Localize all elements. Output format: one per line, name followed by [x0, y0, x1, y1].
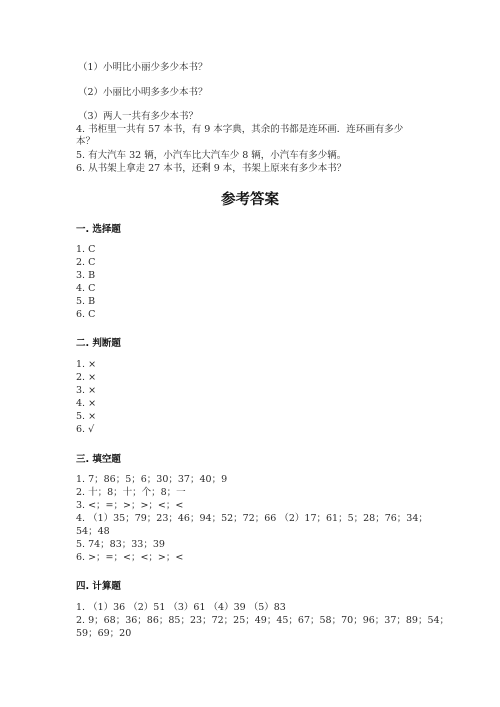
- answer-item-continued: 59；69；20: [76, 628, 132, 639]
- question-4-line-1: 4. 书柜里一共有 57 本书，有 9 本字典，其余的书都是连环画．连环画有多少: [76, 124, 404, 135]
- answer-item: 3. B: [76, 270, 96, 281]
- answer-item: 1. C: [76, 244, 96, 255]
- question-5: 5. 有大汽车 32 辆，小汽车比大汽车少 8 辆，小汽车有多少辆。: [76, 150, 347, 161]
- answer-item: 5. ×: [76, 411, 97, 422]
- answer-item: 4. ×: [76, 398, 97, 409]
- answer-item: 1. 7；86；5；6；30；37；40；9: [76, 474, 228, 485]
- answer-item: 5. B: [76, 296, 96, 307]
- answer-item: 6. √: [76, 424, 95, 435]
- answer-item: 2. 十；8；十；个；8；一: [76, 487, 186, 498]
- answer-item: 6. C: [76, 309, 96, 320]
- answer-item: 1. （1）36 （2）51 （3）61 （4）39 （5）83: [76, 602, 286, 613]
- answer-item: 2. ×: [76, 372, 97, 383]
- section-choice-heading: 一. 选择题: [76, 224, 121, 235]
- answers-title: 参考答案: [221, 192, 279, 208]
- section-fill-heading: 三. 填空题: [76, 454, 121, 465]
- question-4-line-2: 本？: [76, 136, 96, 147]
- question-3-part-3: （3）两人一共有多少本书？: [78, 111, 199, 122]
- answer-item: 2. 9；68；36；86；85；23；72；25；49；45；67；58；70；96；37；89；54；: [76, 615, 450, 626]
- answer-item: 6. >；=；<；<；>；<: [76, 552, 184, 563]
- answer-item: 3. ×: [76, 385, 97, 396]
- section-judge-heading: 二. 判断题: [76, 338, 121, 349]
- answer-item-continued: 54；48: [76, 526, 110, 537]
- answer-item: 1. ×: [76, 359, 97, 370]
- answer-item: 3. <；=；>；>；<；<: [76, 500, 184, 511]
- answer-item: 5. 74；83；33；39: [76, 539, 165, 550]
- answer-item: 4. C: [76, 283, 96, 294]
- question-3-part-1: （1）小明比小丽少多少本书？: [78, 62, 208, 73]
- question-6: 6. 从书架上拿走 27 本书，还剩 9 本，书架上原来有多少本书？: [76, 163, 347, 174]
- section-calc-heading: 四. 计算题: [76, 581, 121, 592]
- answer-item: 2. C: [76, 257, 96, 268]
- question-3-part-2: （2）小丽比小明多多少本书？: [78, 87, 208, 98]
- answer-item: 4. （1）35；79；23；46；94；52；72；66 （2）17；61；5；28；76；34；: [76, 513, 428, 524]
